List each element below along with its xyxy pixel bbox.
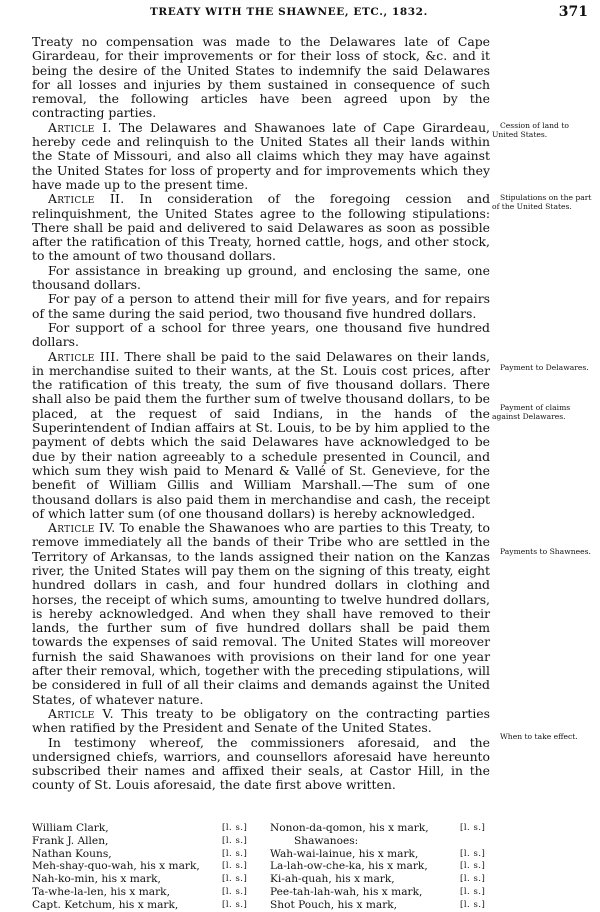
- seal-mark: [l. s.]: [222, 861, 248, 872]
- article-2: [32, 192, 490, 263]
- article-5-label: Article V.: [48, 705, 114, 721]
- note-payment-delawares: Payment to Delawares.: [500, 363, 589, 372]
- seal-mark: [l. s.]: [222, 835, 248, 846]
- seal-mark: [l. s.]: [222, 886, 248, 897]
- signature-name: Wah-wai-lainue, his x mark,: [270, 847, 419, 860]
- signature-name: Capt. Ketchum, his x mark,: [32, 898, 179, 911]
- article-3-text: There shall be paid to the said Delawares on their lands, in merchandise suited to their wants, at the St. Louis cost prices, after the ratification of this treaty, the sum of five thousand dollars. There shall also be paid them the further sum of twelve thousand dollars, to be placed, at the request of said Indians, in the hands of the Superintendent of Indian affairs at St. Louis, to be by him applied to the payment of debts which the said Delawares have acknowledged to be due by their nation agreeably to a schedule presented in Council, and which sum they wish paid to Menard & Vallé of St. Genevieve, for the benefit of William Gillis and William Marshall.—The sum of one thousand dollars is also paid them in merchandise and cash, the receipt of which latter sum (of one thousand dollars) is hereby acknowledged.: [32, 348, 491, 521]
- signature-names-right: [270, 822, 460, 912]
- seal-mark: [l. s.]: [460, 899, 486, 910]
- page-number: 371: [558, 4, 588, 20]
- header-title: TREATY WITH THE SHAWNEE, ETC., 1832.: [150, 6, 428, 18]
- signature-name: Nathan Kouns,: [32, 847, 112, 860]
- signature-names-left: [32, 822, 222, 912]
- article-1-text: The Delawares and Shawanoes late of Cape Girardeau, hereby cede and relinquish to the United States all their lands within the State of Missouri, and also all claims which they may have against the United States for loss of property and for improvements which they have made up to the present time.: [32, 119, 490, 192]
- article-5: [32, 707, 490, 736]
- note-cession: Cession of land to United States.: [492, 121, 569, 139]
- article-3-label: Article III.: [48, 348, 120, 364]
- seal-column-right: [460, 822, 500, 912]
- running-header: [0, 4, 600, 22]
- seal-mark: [l. s.]: [460, 874, 486, 885]
- intro-paragraph: Treaty no compensation was made to the Delawares late of Cape Girardeau, for their improvements or for their loss of stock, &c. and it being the desire of the United States to indemnify the said Delawares for all losses and injuries by them sustained in consequence of such removal, the following articles have been agreed upon by the contracting parties.: [32, 34, 490, 121]
- mill-paragraph: For pay of a person to attend their mill for five years, and for repairs of the same during the said period, two thousand five hundred dollars.: [32, 291, 490, 321]
- article-4-text: To enable the Shawanoes who are parties to this Treaty, to remove immediately all the bands of their Tribe who are settled in the Territory of Arkansas, to the lands assigned their nation on the Kanzas river, the United States will pay them on the signing of this treaty, eight hundred dollars in cash, and four hundred dollars in clothing and horses, the receipt of which sums, amounting to twelve hundred dollars, is hereby acknowledged. And when they shall have removed to their lands, the further sum of five hundred dollars shall be paid them towards the expenses of said removal. The United States will moreover furnish the said Shawanoes with provisions on their land for one year after their removal, which, together with the preceding stipulations, will be considered in full of all their claims and demands against the United States, of whatever nature.: [32, 520, 490, 707]
- article-4-label: Article IV.: [48, 520, 116, 536]
- article-4: [32, 521, 490, 707]
- signature-name: Meh-shay-quo-wah, his x mark,: [32, 860, 200, 873]
- signature-name: Frank J. Allen,: [32, 834, 109, 847]
- article-2-label: Article II.: [48, 191, 125, 207]
- note-when-effect: When to take effect.: [500, 732, 578, 741]
- tribe-heading: Shawanoes:: [294, 834, 359, 847]
- signature-name: La-lah-ow-che-ka, his x mark,: [270, 860, 428, 873]
- article-1: [32, 121, 490, 192]
- signature-name: Nonon-da-qomon, his x mark,: [270, 822, 429, 834]
- testimony-paragraph: In testimony whereof, the commissioners aforesaid, and the undersigned chiefs, warriors, and counsellors aforesaid have hereunto subscribed their names and affixed their seals, at Castor Hill, in the county of St. Louis aforesaid, the date first above written.: [32, 734, 490, 793]
- article-3: [32, 350, 490, 522]
- signature-name: Pee-tah-lah-wah, his x mark,: [270, 885, 423, 898]
- assistance-paragraph: For assistance in breaking up ground, and enclosing the same, one thousand dollars.: [32, 262, 490, 293]
- seal-mark: [l. s.]: [460, 886, 486, 897]
- seal-mark: [l. s.]: [460, 861, 486, 872]
- school-paragraph: For support of a school for three years, one thousand five hundred dollars.: [32, 319, 490, 350]
- article-2-text: In consideration of the foregoing cession and relinquishment, the United States agree to the following stipulations: There shall be paid and delivered to said Delawares as soon as possible after the ratification of this Treaty, horned cattle, hogs, and other stock, to the amount of two thousand dollars.: [32, 191, 490, 264]
- seal-mark: [l. s.]: [222, 874, 248, 885]
- signature-name: Ki-ah-quah, his x mark,: [270, 873, 395, 886]
- note-stipulations: Stipulations on the part of the United States.: [492, 193, 592, 211]
- article-1-label: Article I.: [48, 119, 112, 135]
- seal-mark: [l. s.]: [222, 823, 248, 833]
- seal-mark: [l. s.]: [460, 848, 486, 859]
- note-payment-claims: Payment of claims against Delawares.: [492, 403, 571, 421]
- seal-mark: [l. s.]: [222, 848, 248, 859]
- seal-mark: [460, 835, 500, 848]
- signature-name: Nah-ko-min, his x mark,: [32, 873, 161, 886]
- seal-column-left: [222, 822, 262, 912]
- signature-name: Ta-whe-la-len, his x mark,: [32, 885, 170, 898]
- article-5-text: This treaty to be obligatory on the contracting parties when ratified by the President and Senate of the United States.: [32, 705, 490, 736]
- seal-mark: [l. s.]: [222, 899, 248, 910]
- signature-name: Shot Pouch, his x mark,: [270, 898, 398, 911]
- note-payments-shawnees: Payments to Shawnees.: [500, 547, 591, 556]
- signature-name: William Clark,: [32, 822, 109, 834]
- seal-mark: [l. s.]: [460, 823, 486, 833]
- treaty-body: [32, 35, 490, 793]
